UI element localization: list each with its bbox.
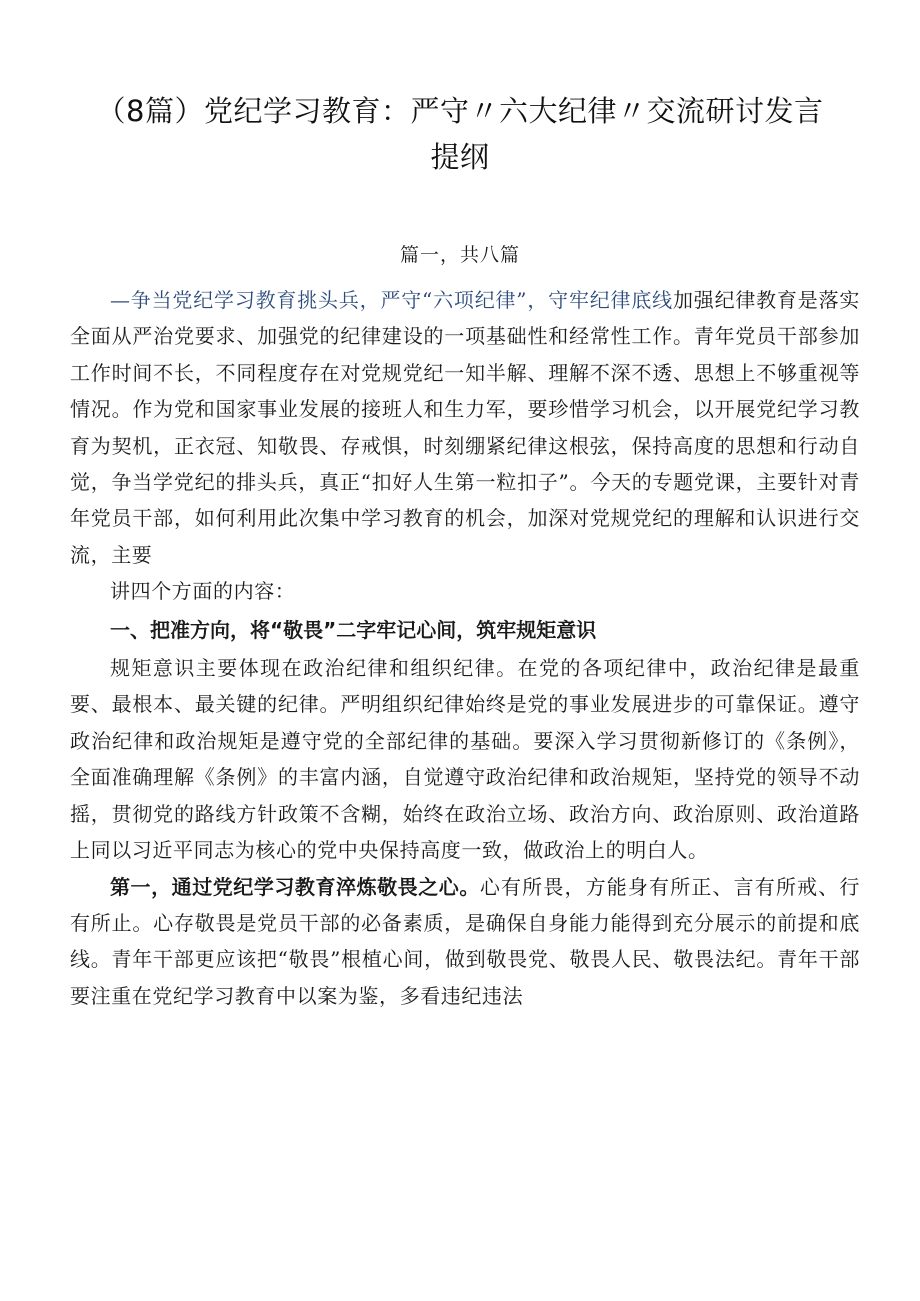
document-title bbox=[60, 88, 860, 180]
rules-paragraph: 规矩意识主要体现在政治纪律和组织纪律。在党的各项纪律中，政治纪律是最重要、最根本、最关键的纪律。严明组织纪律始终是党的事业发展进步的可靠保证。遵守政治纪律和政治规矩是遵守党的全部纪律的基础。要深入学习贯彻新修订的《条例》，全面准确理解《条例》的丰富内涵，自觉遵守政治纪律和政治规矩，坚持党的领导不动摇，贯彻党的路线方针政策不含糊，始终在政治立场、政治方向、政治原则、政治道路上同以习近平同志为核心的党中央保持高度一致，做政治上的明白人。 bbox=[70, 656, 860, 863]
document-title-line-1: （8篇）党纪学习教育：严守〃六大纪律〃交流研讨发言 bbox=[96, 94, 824, 128]
document-title-line-2: 提纲 bbox=[430, 140, 490, 174]
intro-paragraph bbox=[70, 282, 860, 573]
intro-paragraph-text: 加强纪律教育是落实全面从严治党要求、加强党的纪律建设的一项基础性和经常性工作。青年党员干部参加工作时间不长，不同程度存在对党规党纪一知半解、理解不深不透、思想上不够重视等情况。作为党和国家事业发展的接班人和生力军，要珍惜学习机会，以开展党纪学习教育为契机，正衣冠、知敬畏、存戒惧，时刻绷紧纪律这根弦，保持高度的思想和行动自觉，争当学党纪的排头兵，真正“扣好人生第一粒扣子”。今天的专题党课，主要针对青年党员干部，如何利用此次集中学习教育的机会，加深对党规党纪的理解和认识进行交流，主要 bbox=[70, 288, 861, 567]
document-body bbox=[70, 282, 860, 1014]
intro-tail-paragraph: 讲四个方面的内容： bbox=[110, 579, 296, 604]
first-point-lead: 第一，通过党纪学习教育淬炼敬畏之心。 bbox=[110, 874, 480, 899]
first-point-text: 心有所畏，方能身有所正、言有所戒、行有所止。心存敬畏是党员干部的必备素质，是确保自身能力能得到充分展示的前提和底线。青年干部更应该把“敬畏”根植心间，做到敬畏党、敬畏人民、敬畏法纪。青年干部要注重在党纪学习教育中以案为鉴，多看违纪违法 bbox=[70, 874, 860, 1008]
heading-one: 一、把准方向，将“敬畏”二字牢记心间，筑牢规矩意识 bbox=[110, 617, 597, 642]
intro-blue-lead: —争当党纪学习教育挑头兵，严守“六项纪律”，守牢纪律底线 bbox=[110, 288, 673, 312]
section-heading: 篇一，共八篇 bbox=[399, 244, 520, 266]
first-point-paragraph bbox=[70, 869, 860, 1015]
